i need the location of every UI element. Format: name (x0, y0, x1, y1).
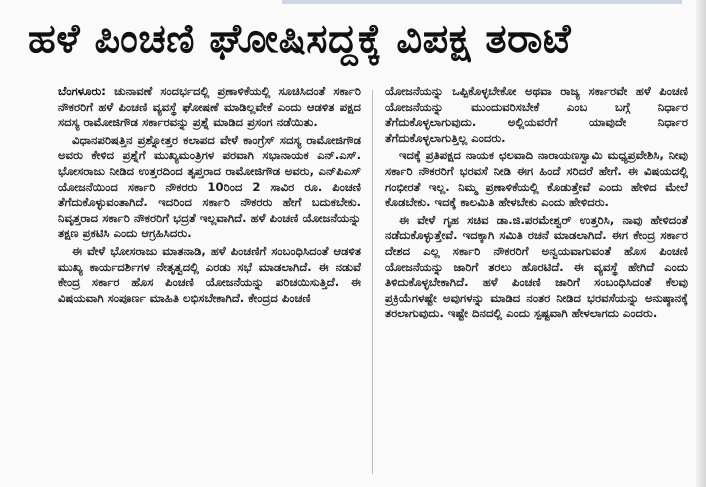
column-1 (58, 84, 361, 480)
column-divider (361, 84, 385, 480)
column-2 (385, 84, 688, 480)
paragraph: ಈ ವೇಳೆ ಭೋಸರಾಜು ಮಾತನಾಡಿ, ಹಳೆ ಪಿಂಚಣಿಗೆ ಸಂಬಂಧಿಸಿದಂತೆ ಆಡಳಿತ ಮುಖ್ಯ ಕಾರ್ಯದರ್ಶಿಗಳ ನೇತೃತ್ವದಲ್ಲಿ ಎರಡು ಸಭೆ ಮಾಡಲಾಗಿದೆ. ಈ ನಡುವೆ ಕೇಂದ್ರ ಸರ್ಕಾರ ಹೊಸ ಪಿಂಚಣಿ ಯೋಜನೆಯನ್ನು ಪರಿಚಯಿಸುತ್ತಿದೆ. ಈ ವಿಷಯವಾಗಿ ಸಂಪೂರ್ಣ ಮಾಹಿತಿ ಲಭಿಸಬೇಕಾಗಿದೆ. ಕೇಂದ್ರದ ಪಿಂಚಣಿ (58, 243, 361, 305)
page-edge-shadow (696, 0, 706, 487)
paragraph: ಯೋಜನೆಯನ್ನು ಒಪ್ಪಿಕೊಳ್ಳಬೇಕೋ ಅಥವಾ ರಾಜ್ಯ ಸರ್ಕಾರವೇ ಹಳೆ ಪಿಂಚಣಿ ಯೋಜನೆಯನ್ನು ಮುಂದುವರಿಸಬೇಕೆ ಎಂಬ ಬಗ್ಗೆ ನಿರ್ಧಾರ ತೆಗೆದುಕೊಳ್ಳಲಾಗುವುದು. ಅಲ್ಲಿಯವರೆಗೆ ಯಾವುದೇ ನಿರ್ಧಾರ ತೆಗೆದುಕೊಳ್ಳಲಾಗುತ್ತಿಲ್ಲ ಎಂದರು. (385, 84, 688, 145)
paragraph-text: ಚುನಾವಣೆ ಸಂದರ್ಭದಲ್ಲಿ ಪ್ರಣಾಳಿಕೆಯಲ್ಲಿ ಸೂಚಿಸಿದಂತೆ ಸರ್ಕಾರಿ ನೌಕರರಿಗೆ ಹಳೆ ಪಿಂಚಣಿ ವ್ಯವಸ್ಥೆ ಘೋಷಣೆ ಮಾಡಿಲ್ಲವೇಕೆ ಎಂದು ಆಡಳಿತ ಪಕ್ಷದ ಸದಸ್ಯ ರಾಮೋಜಿಗೌಡ ಸರ್ಕಾರವನ್ನು ಪ್ರಶ್ನೆ ಮಾಡಿದ ಪ್ರಸಂಗ ನಡೆಯಿತು. (58, 84, 361, 130)
paragraph: ವಿಧಾನಪರಿಷತ್ತಿನ ಪ್ರಶ್ನೋತ್ತರ ಕಲಾಪದ ವೇಳೆ ಕಾಂಗ್ರೆಸ್ ಸದಸ್ಯ ರಾಮೋಜಿಗೌಡ ಅವರು ಕೇಳಿದ ಪ್ರಶ್ನೆಗೆ ಮುಖ್ಯಮಂತ್ರಿಗಳ ಪರವಾಗಿ ಸಭಾನಾಯಕ ಎನ್.ಎಸ್. ಭೋಸರಾಜು ನೀಡಿದ ಉತ್ತರದಿಂದ ತೃಪ್ತರಾದ ರಾಮೋಜಿಗೌಡ ಅವರು, ಎನ್‌ಪಿಎಸ್ ಯೋಜನೆಯಿಂದ ಸರ್ಕಾರಿ ನೌಕರರು 10ರಿಂದ 2 ಸಾವಿರ ರೂ. ಪಿಂಚಣಿ ತೆಗೆದುಕೊಳ್ಳುವಂತಾಗಿದೆ. ಇದರಿಂದ ಸರ್ಕಾರಿ ನೌಕರರು ಹೇಗೆ ಬದುಕಬೇಕು. ನಿವೃತ್ತರಾದ ಸರ್ಕಾರಿ ನೌಕರರಿಗೆ ಭದ್ರತೆ ಇಲ್ಲವಾಗಿದೆ. ಹಳೆ ಪಿಂಚಣಿ ಯೋಜನೆಯನ್ನು ತಕ್ಷಣ ಪ್ರಕಟಿಸಿ ಎಂದು ಆಗ್ರಹಿಸಿದರು. (58, 132, 361, 241)
dateline: ಬೆಂಗಳೂರು: (58, 84, 106, 98)
article-body (58, 84, 688, 480)
top-rule (282, 0, 682, 4)
paragraph: ಈ ವೇಳೆ ಗೃಹ ಸಚಿವ ಡಾ.ಜಿ.ಪರಮೇಶ್ವರ್ ಉತ್ತರಿಸಿ, ನಾವು ಹೇಳಿದಂತೆ ನಡೆದುಕೊಳ್ಳುತ್ತೇವೆ. ಇದಕ್ಕಾಗಿ ಸಮಿತಿ ರಚನೆ ಮಾಡಲಾಗಿದೆ. ಈಗ ಕೇಂದ್ರ ಸರ್ಕಾರ ದೇಶದ ಎಲ್ಲ ಸರ್ಕಾರಿ ನೌಕರರಿಗೆ ಅನ್ವಯವಾಗುವಂತೆ ಹೊಸ ಪಿಂಚಣಿ ಯೋಜನೆಯನ್ನು ಜಾರಿಗೆ ತರಲು ಹೊರಟಿದೆ. ಈ ವ್ಯವಸ್ಥೆ ಹೇಗಿದೆ ಎಂದು ತಿಳಿದುಕೊಳ್ಳಬೇಕಾಗಿದೆ. ಹಳೆ ಪಿಂಚಣಿ ಜಾರಿಗೆ ಸಂಬಂಧಿಸಿದಂತೆ ಕೆಲವು ಪ್ರಕ್ರಿಯೆಗಳಷ್ಟೇ ಅವುಗಳನ್ನು ಮಾಡಿದ ನಂತರ ನೀಡಿದ ಭರವಸೆಯನ್ನು ಅನುಷ್ಠಾನಕ್ಕೆ ತರಲಾಗುವುದು. ಇಷ್ಟೇ ದಿನದಲ್ಲಿ ಎಂದು ಸ್ಪಷ್ಟವಾಗಿ ಹೇಳಲಾಗದು ಎಂದರು. (385, 212, 688, 321)
paragraph (58, 84, 361, 131)
headline: ಹಳೆ ಪಿಂಚಣಿ ಘೋಷಿಸದ್ದಕ್ಕೆ ವಿಪಕ್ಷ ತರಾಟೆ (28, 16, 572, 62)
paragraph: ಇದಕ್ಕೆ ಪ್ರತಿಪಕ್ಷದ ನಾಯಕ ಛಲವಾದಿ ನಾರಾಯಣಸ್ವಾಮಿ ಮಧ್ಯಪ್ರವೇಶಿಸಿ, ನೀವು ಸರ್ಕಾರಿ ನೌಕರರಿಗೆ ಭರವಸೆ ನೀಡಿ ಈಗ ಹಿಂದೆ ಸರಿದರೆ ಹೇಗೆ. ಈ ವಿಷಯದಲ್ಲಿ ಗಂಭೀರತೆ ಇಲ್ಲ. ನಿಮ್ಮ ಪ್ರಣಾಳಿಕೆಯಲ್ಲಿ ಕೊಡುತ್ತೇವೆ ಎಂದು ಹೇಳಿದ ಮೇಲೆ ಕೊಡಬೇಕು. ಇದಕ್ಕೆ ಕಾಲಮಿತಿ ಹೇಳಬೇಕು ಎಂದು ಹೇಳಿದರು. (385, 148, 688, 210)
